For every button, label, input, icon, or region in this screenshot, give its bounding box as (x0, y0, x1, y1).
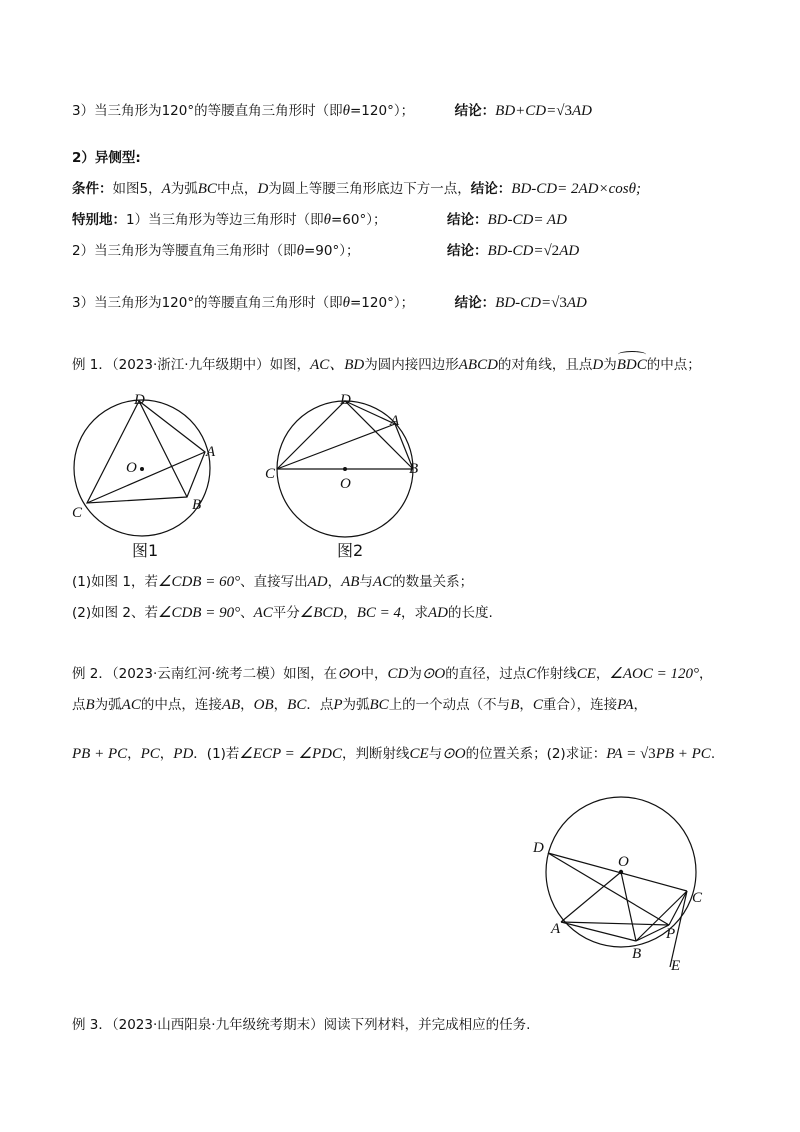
fig2-label-a: A (390, 413, 400, 429)
fig2-label-c: C (265, 466, 276, 482)
fig1-label-c: C (72, 505, 83, 521)
fig3-label-o: O (618, 854, 629, 870)
example2-row3: PB + PC，PC，PD．(1)若∠ECP = ∠PDC，判断射线CE与⊙O的位置关系；(2)求证：PA = √3PB + PC. (72, 746, 716, 762)
fig1-caption: 图1 (132, 541, 159, 560)
fig3-label-p: P (666, 926, 676, 942)
special-line: 特别地：1）当三角形为等边三角形时（即θ=60°）； (72, 212, 387, 228)
fig1-label-d: D (134, 392, 145, 408)
figure-1 (70, 388, 240, 568)
example1-stem: 例 1．（2023·浙江·九年级期中）如图，AC、BD为圆内接四边形ABCD的对角线，且点D为BDC的中点； (72, 357, 701, 373)
fig2-label-o: O (340, 476, 351, 492)
fig3-label-b: B (632, 946, 642, 962)
arc-bdc: BDC (616, 357, 647, 373)
fig1-label-o: O (126, 460, 137, 476)
conclusion-opposite-90: 结论：BD-CD=√2AD (447, 243, 580, 259)
fig3-label-a: A (551, 921, 561, 937)
example1-q2: (2)如图 2、若∠CDB = 90°、AC平分∠BCD，BC = 4，求AD的长度. (72, 605, 493, 621)
fig2-caption: 图2 (337, 541, 364, 560)
fig2-label-b: B (409, 461, 419, 477)
fig3-label-e: E (671, 958, 681, 974)
example2-stem: 例 2．（2023·云南红河·统考二模）如图，在⊙O中，CD为⊙O的直径，过点C作射线CE，∠AOC = 120°， (72, 666, 713, 682)
line-opposite-90: 2）当三角形为等腰直角三角形时（即θ=90°）； (72, 243, 360, 259)
figure-example2 (526, 795, 716, 980)
fig3-label-c: C (692, 890, 703, 906)
fig1-label-b: B (192, 497, 202, 513)
example1-q1: (1)如图 1，若∠CDB = 60°、直接写出AD，AB与AC的数量关系； (72, 574, 474, 590)
fig1-label-a: A (206, 444, 216, 460)
example2-row2: 点B为弧AC的中点，连接AB，OB，BC．点P为弧BC上的一个动点（不与B，C重合），连接PA， (72, 697, 648, 713)
figure-2 (262, 388, 432, 568)
fig2-label-d: D (340, 392, 351, 408)
line-sameside-120: 3）当三角形为120°的等腰直角三角形时（即θ=120°）； 结论：BD+CD=√3AD (72, 103, 592, 119)
example3-stem: 例 3．（2023·山西阳泉·九年级统考期末）阅读下列材料，并完成相应的任务. (72, 1017, 531, 1033)
fig3-label-d: D (533, 840, 544, 856)
line-opposite-120: 3）当三角形为120°的等腰直角三角形时（即θ=120°）； 结论：BD-CD=√3AD (72, 295, 587, 311)
section-title: 2）异侧型: (72, 150, 141, 166)
special-conclusion: 结论：BD-CD= AD (447, 212, 567, 228)
condition-line: 条件：如图5，A为弧BC中点，D为圆上等腰三角形底边下方一点，结论：BD-CD= 2AD×cosθ; (72, 181, 641, 197)
